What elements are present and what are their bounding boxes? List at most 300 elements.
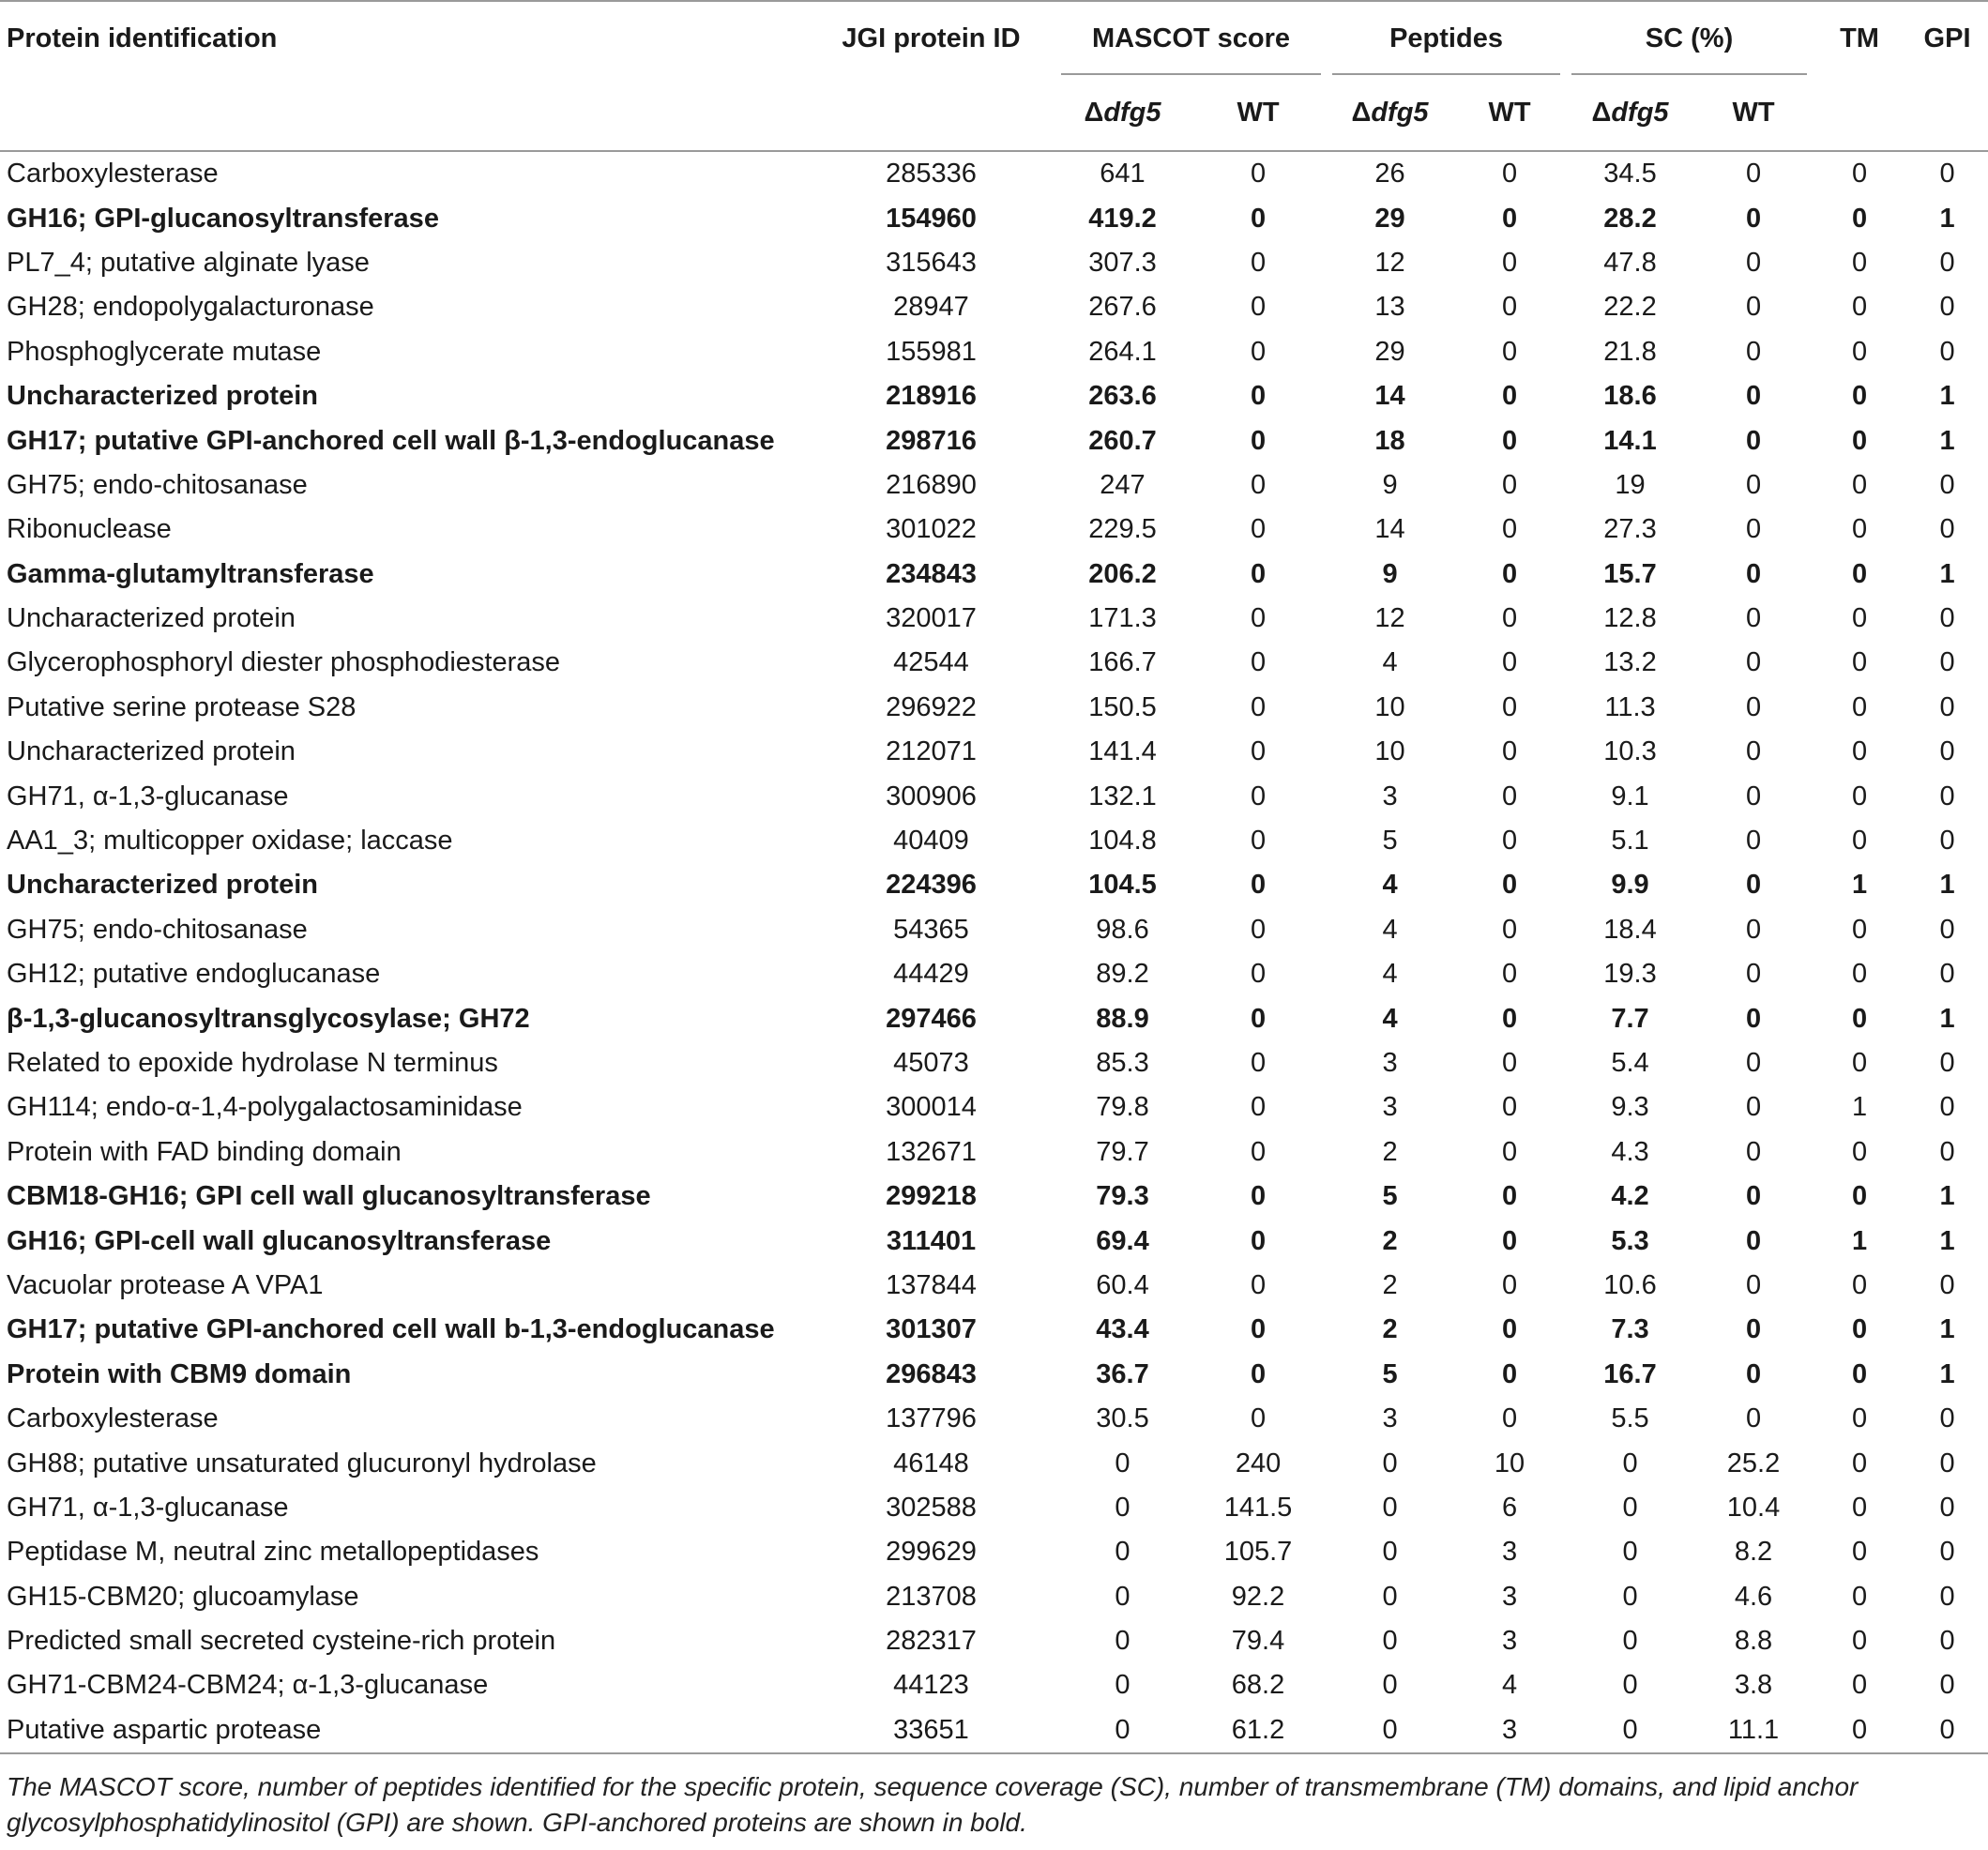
table-row xyxy=(0,774,1988,818)
protein-name-cell: Gamma-glutamyltransferase xyxy=(7,558,374,589)
subheader-sc-wt: WT xyxy=(1694,75,1813,151)
tm-cell: 0 xyxy=(1851,1537,1868,1568)
sc-mutant-cell: 27.3 xyxy=(1603,514,1657,545)
table-row xyxy=(0,418,1988,462)
tm-cell: 0 xyxy=(1851,1269,1868,1300)
peptides-wt-cell: 0 xyxy=(1501,914,1518,945)
peptides-wt-cell: 0 xyxy=(1501,1003,1518,1034)
gpi-cell: 0 xyxy=(1939,469,1955,500)
sc-wt-cell: 25.2 xyxy=(1726,1448,1781,1478)
tm-cell: 0 xyxy=(1851,914,1868,945)
peptides-wt-cell: 0 xyxy=(1501,469,1518,500)
peptides-mutant-cell: 0 xyxy=(1382,1626,1398,1657)
peptides-wt-cell: 0 xyxy=(1501,1403,1518,1434)
gpi-cell: 1 xyxy=(1939,1003,1955,1034)
mascot-mutant-cell: 247 xyxy=(1100,469,1146,500)
table-row xyxy=(0,996,1988,1040)
peptides-wt-cell: 0 xyxy=(1501,1136,1518,1167)
protein-name-cell: Uncharacterized protein xyxy=(7,870,318,901)
mascot-mutant-cell: 132.1 xyxy=(1088,781,1157,811)
mascot-mutant-cell: 0 xyxy=(1115,1537,1131,1568)
gpi-cell: 0 xyxy=(1939,1048,1955,1078)
protein-name-cell: GH71, α-1,3-glucanase xyxy=(7,781,289,811)
tm-cell: 0 xyxy=(1851,203,1868,234)
sc-mutant-cell: 0 xyxy=(1622,1537,1638,1568)
sc-wt-cell: 0 xyxy=(1745,1314,1762,1345)
jgi-id-cell: 297466 xyxy=(886,1003,977,1034)
peptides-mutant-cell: 5 xyxy=(1382,1358,1398,1389)
mascot-wt-cell: 240 xyxy=(1235,1448,1282,1478)
jgi-id-cell: 300906 xyxy=(886,781,977,811)
sc-mutant-cell: 14.1 xyxy=(1603,425,1657,456)
table-row xyxy=(0,241,1988,285)
sc-mutant-cell: 5.4 xyxy=(1611,1048,1649,1078)
tm-cell: 0 xyxy=(1851,1314,1868,1345)
jgi-id-cell: 320017 xyxy=(886,603,977,634)
mascot-wt-cell: 0 xyxy=(1250,603,1267,634)
sc-mutant-cell: 4.2 xyxy=(1611,1181,1649,1212)
protein-name-cell: GH16; GPI-cell wall glucanosyltransferase xyxy=(7,1225,552,1256)
gpi-cell: 0 xyxy=(1939,159,1955,190)
mascot-mutant-cell: 206.2 xyxy=(1088,558,1157,589)
tm-cell: 0 xyxy=(1851,1003,1868,1034)
jgi-id-cell: 218916 xyxy=(886,381,977,412)
sc-mutant-cell: 16.7 xyxy=(1603,1358,1657,1389)
protein-name-cell: GH71, α-1,3-glucanase xyxy=(7,1492,289,1523)
jgi-id-cell: 298716 xyxy=(886,425,977,456)
mascot-mutant-cell: 229.5 xyxy=(1088,514,1157,545)
peptides-wt-cell: 0 xyxy=(1501,691,1518,722)
jgi-id-cell: 54365 xyxy=(893,914,969,945)
mascot-mutant-cell: 263.6 xyxy=(1088,381,1157,412)
mascot-wt-cell: 0 xyxy=(1250,514,1267,545)
peptides-wt-cell: 0 xyxy=(1501,736,1518,767)
peptides-wt-cell: 0 xyxy=(1501,514,1518,545)
gpi-cell: 0 xyxy=(1939,1492,1955,1523)
table-row xyxy=(0,952,1988,996)
mascot-wt-cell: 0 xyxy=(1250,1003,1267,1034)
sc-wt-cell: 0 xyxy=(1745,514,1762,545)
mascot-mutant-cell: 43.4 xyxy=(1096,1314,1149,1345)
peptides-mutant-cell: 4 xyxy=(1382,870,1398,901)
peptides-wt-cell: 0 xyxy=(1501,336,1518,367)
mascot-wt-cell: 61.2 xyxy=(1190,1708,1327,1753)
gpi-cell: 0 xyxy=(1939,514,1955,545)
table-row xyxy=(0,1397,1988,1441)
peptides-mutant-cell: 0 xyxy=(1382,1670,1398,1701)
mascot-wt-cell: 0 xyxy=(1250,558,1267,589)
tm-cell: 0 xyxy=(1851,1670,1868,1701)
jgi-id-cell: 40409 xyxy=(893,826,969,857)
mascot-mutant-cell: 264.1 xyxy=(1088,336,1157,367)
mascot-wt-cell: 0 xyxy=(1250,1314,1267,1345)
gpi-cell: 1 xyxy=(1939,425,1955,456)
sc-mutant-cell: 10.3 xyxy=(1603,736,1657,767)
mascot-wt-cell: 0 xyxy=(1250,781,1267,811)
table-row xyxy=(0,1085,1988,1130)
sc-wt-cell: 0 xyxy=(1745,1003,1762,1034)
sc-wt-cell: 0 xyxy=(1745,1403,1762,1434)
gpi-cell: 0 xyxy=(1939,1403,1955,1434)
tm-cell: 0 xyxy=(1851,514,1868,545)
sc-wt-cell: 0 xyxy=(1745,1269,1762,1300)
jgi-id-cell: 301022 xyxy=(886,514,977,545)
sc-wt-cell: 11.1 xyxy=(1694,1708,1813,1753)
gpi-cell: 0 xyxy=(1939,691,1955,722)
sc-mutant-cell: 4.3 xyxy=(1611,1136,1649,1167)
sc-wt-cell: 0 xyxy=(1745,292,1762,323)
mascot-wt-cell: 0 xyxy=(1250,736,1267,767)
tm-cell: 0 xyxy=(1851,959,1868,990)
protein-name-cell: PL7_4; putative alginate lyase xyxy=(7,247,370,278)
tm-cell: 0 xyxy=(1851,292,1868,323)
table-row xyxy=(0,1619,1988,1663)
sc-wt-cell: 0 xyxy=(1745,558,1762,589)
tm-cell: 0 xyxy=(1851,1626,1868,1657)
sc-wt-cell: 0 xyxy=(1745,203,1762,234)
sc-mutant-cell: 13.2 xyxy=(1603,647,1657,678)
sc-mutant-cell: 47.8 xyxy=(1603,247,1657,278)
sc-wt-cell: 0 xyxy=(1745,159,1762,190)
peptides-wt-cell: 0 xyxy=(1501,959,1518,990)
sc-mutant-cell: 0 xyxy=(1622,1492,1638,1523)
peptides-wt-cell: 4 xyxy=(1501,1670,1518,1701)
protein-name-cell: GH17; putative GPI-anchored cell wall b-1,3-endoglucanase xyxy=(7,1314,775,1345)
mascot-mutant-cell: 69.4 xyxy=(1096,1225,1149,1256)
protein-name-cell: GH88; putative unsaturated glucuronyl hydrolase xyxy=(7,1448,597,1478)
mascot-mutant-cell: 0 xyxy=(1115,1670,1131,1701)
sc-wt-cell: 0 xyxy=(1745,247,1762,278)
mascot-wt-cell: 0 xyxy=(1250,1225,1267,1256)
tm-cell: 0 xyxy=(1813,1708,1906,1753)
peptides-mutant-cell: 4 xyxy=(1382,914,1398,945)
mascot-wt-cell: 141.5 xyxy=(1223,1492,1293,1523)
sc-mutant-cell: 0 xyxy=(1566,1708,1694,1753)
protein-name-cell: GH28; endopolygalacturonase xyxy=(7,292,374,323)
peptides-mutant-cell: 2 xyxy=(1382,1136,1398,1167)
mascot-wt-cell: 0 xyxy=(1250,959,1267,990)
peptides-wt-cell: 6 xyxy=(1501,1492,1518,1523)
sc-mutant-cell: 0 xyxy=(1622,1448,1638,1478)
jgi-id-cell: 301307 xyxy=(886,1314,977,1345)
sc-wt-cell: 0 xyxy=(1745,425,1762,456)
gpi-cell: 0 xyxy=(1939,1269,1955,1300)
mascot-mutant-cell: 307.3 xyxy=(1088,247,1157,278)
mascot-mutant-cell: 419.2 xyxy=(1088,203,1157,234)
sc-wt-cell: 0 xyxy=(1745,1136,1762,1167)
jgi-id-cell: 315643 xyxy=(886,247,977,278)
protein-name-cell: Related to epoxide hydrolase N terminus xyxy=(7,1048,498,1078)
mascot-mutant-cell: 0 xyxy=(1055,1708,1190,1753)
mascot-wt-cell: 92.2 xyxy=(1231,1581,1285,1612)
peptides-mutant-cell: 26 xyxy=(1374,159,1405,190)
jgi-id-cell: 224396 xyxy=(886,870,977,901)
peptides-mutant-cell: 2 xyxy=(1382,1225,1398,1256)
subheader-mascot-wt: WT xyxy=(1190,75,1327,151)
table-row xyxy=(0,151,1988,196)
peptides-mutant-cell: 5 xyxy=(1382,1181,1398,1212)
protein-name-cell: Putative aspartic protease xyxy=(0,1708,807,1753)
table-row xyxy=(0,730,1988,774)
mascot-wt-cell: 0 xyxy=(1250,469,1267,500)
protein-name-cell: β-1,3-glucanosyltransglycosylase; GH72 xyxy=(7,1003,530,1034)
peptides-mutant-cell: 3 xyxy=(1382,781,1398,811)
sc-wt-cell: 0 xyxy=(1745,1225,1762,1256)
mascot-wt-cell: 0 xyxy=(1250,1092,1267,1123)
sc-mutant-cell: 9.3 xyxy=(1611,1092,1649,1123)
mascot-wt-cell: 68.2 xyxy=(1231,1670,1285,1701)
peptides-mutant-cell: 18 xyxy=(1374,425,1405,456)
jgi-id-cell: 137796 xyxy=(886,1403,977,1434)
mascot-wt-cell: 0 xyxy=(1250,914,1267,945)
table-row xyxy=(0,1708,1988,1753)
peptides-mutant-cell: 9 xyxy=(1382,469,1398,500)
table-row xyxy=(0,1353,1988,1397)
mascot-mutant-cell: 104.8 xyxy=(1088,826,1157,857)
peptides-mutant-cell: 10 xyxy=(1374,691,1405,722)
gpi-cell: 0 xyxy=(1939,1136,1955,1167)
protein-name-cell: Carboxylesterase xyxy=(7,159,219,190)
mascot-mutant-cell: 150.5 xyxy=(1088,691,1157,722)
jgi-id-cell: 296843 xyxy=(886,1358,977,1389)
tm-cell: 0 xyxy=(1851,381,1868,412)
sc-mutant-cell: 22.2 xyxy=(1603,292,1657,323)
peptides-mutant-cell: 4 xyxy=(1382,1003,1398,1034)
peptides-wt-cell: 3 xyxy=(1453,1708,1566,1753)
protein-name-cell: Predicted small secreted cysteine-rich protein xyxy=(7,1626,556,1657)
sc-wt-cell: 0 xyxy=(1745,603,1762,634)
sc-wt-cell: 0 xyxy=(1745,1092,1762,1123)
mascot-wt-cell: 0 xyxy=(1250,1136,1267,1167)
tm-cell: 0 xyxy=(1851,425,1868,456)
protein-name-cell: GH71-CBM24-CBM24; α-1,3-glucanase xyxy=(7,1670,489,1701)
sc-wt-cell: 0 xyxy=(1745,1048,1762,1078)
table-row xyxy=(0,1308,1988,1352)
mascot-wt-cell: 0 xyxy=(1250,1358,1267,1389)
peptides-mutant-cell: 14 xyxy=(1374,381,1405,412)
header-jgi-protein-id: JGI protein ID xyxy=(807,1,1055,75)
jgi-id-cell: 296922 xyxy=(886,691,977,722)
gpi-cell: 0 xyxy=(1939,781,1955,811)
mascot-wt-cell: 0 xyxy=(1250,647,1267,678)
mascot-wt-cell: 0 xyxy=(1250,826,1267,857)
sc-wt-cell: 8.8 xyxy=(1734,1626,1773,1657)
peptides-wt-cell: 0 xyxy=(1501,826,1518,857)
mascot-mutant-cell: 0 xyxy=(1115,1581,1131,1612)
mascot-mutant-cell: 79.8 xyxy=(1096,1092,1149,1123)
sc-wt-cell: 0 xyxy=(1745,870,1762,901)
sc-wt-cell: 0 xyxy=(1745,781,1762,811)
table-row xyxy=(0,1575,1988,1619)
gpi-cell: 1 xyxy=(1939,381,1955,412)
gpi-cell: 1 xyxy=(1939,1225,1955,1256)
header-sc: SC (%) xyxy=(1566,1,1813,75)
tm-cell: 0 xyxy=(1851,1181,1868,1212)
tm-cell: 0 xyxy=(1851,558,1868,589)
sc-wt-cell: 10.4 xyxy=(1726,1492,1781,1523)
gpi-cell: 0 xyxy=(1939,647,1955,678)
jgi-id-cell: 299629 xyxy=(886,1537,977,1568)
header-tm: TM xyxy=(1813,1,1906,75)
mascot-mutant-cell: 88.9 xyxy=(1096,1003,1149,1034)
jgi-id-cell: 285336 xyxy=(886,159,977,190)
tm-cell: 0 xyxy=(1851,1448,1868,1478)
sc-mutant-cell: 5.3 xyxy=(1611,1225,1649,1256)
table-row xyxy=(0,1264,1988,1308)
peptides-mutant-cell: 3 xyxy=(1382,1092,1398,1123)
jgi-id-cell: 33651 xyxy=(807,1708,1055,1753)
tm-cell: 0 xyxy=(1851,603,1868,634)
peptides-mutant-cell: 3 xyxy=(1382,1403,1398,1434)
tm-cell: 0 xyxy=(1851,736,1868,767)
mascot-mutant-cell: 141.4 xyxy=(1088,736,1157,767)
sc-wt-cell: 3.8 xyxy=(1734,1670,1773,1701)
sc-mutant-cell: 34.5 xyxy=(1603,159,1657,190)
peptides-mutant-cell: 0 xyxy=(1382,1581,1398,1612)
table-row xyxy=(0,908,1988,952)
tm-cell: 1 xyxy=(1851,1092,1868,1123)
sc-wt-cell: 0 xyxy=(1745,959,1762,990)
peptides-wt-cell: 0 xyxy=(1501,1181,1518,1212)
tm-cell: 0 xyxy=(1851,159,1868,190)
gpi-cell: 0 xyxy=(1939,1670,1955,1701)
table-row xyxy=(0,1219,1988,1263)
sc-wt-cell: 0 xyxy=(1745,736,1762,767)
table-row xyxy=(0,1663,1988,1707)
peptides-wt-cell: 0 xyxy=(1501,603,1518,634)
sc-mutant-cell: 21.8 xyxy=(1603,336,1657,367)
peptides-mutant-cell: 12 xyxy=(1374,247,1405,278)
peptides-wt-cell: 3 xyxy=(1501,1537,1518,1568)
gpi-cell: 0 xyxy=(1939,1626,1955,1657)
sc-wt-cell: 0 xyxy=(1745,826,1762,857)
peptides-wt-cell: 0 xyxy=(1501,1225,1518,1256)
jgi-id-cell: 300014 xyxy=(886,1092,977,1123)
table-row xyxy=(0,686,1988,730)
mascot-mutant-cell: 0 xyxy=(1115,1492,1131,1523)
gpi-cell: 0 xyxy=(1939,1448,1955,1478)
tm-cell: 0 xyxy=(1851,691,1868,722)
protein-name-cell: Peptidase M, neutral zinc metallopeptidases xyxy=(7,1537,539,1568)
peptides-mutant-cell: 14 xyxy=(1374,514,1405,545)
tm-cell: 0 xyxy=(1851,247,1868,278)
sc-wt-cell: 0 xyxy=(1745,1358,1762,1389)
peptides-mutant-cell: 2 xyxy=(1382,1314,1398,1345)
peptides-wt-cell: 0 xyxy=(1501,1314,1518,1345)
mascot-wt-cell: 0 xyxy=(1250,691,1267,722)
jgi-id-cell: 212071 xyxy=(886,736,977,767)
protein-name-cell: GH15-CBM20; glucoamylase xyxy=(7,1581,359,1612)
mascot-wt-cell: 0 xyxy=(1250,159,1267,190)
tm-cell: 1 xyxy=(1851,870,1868,901)
mascot-mutant-cell: 0 xyxy=(1115,1626,1131,1657)
sc-mutant-cell: 0 xyxy=(1622,1670,1638,1701)
gpi-cell: 0 xyxy=(1939,603,1955,634)
sc-mutant-cell: 5.1 xyxy=(1611,826,1649,857)
gpi-cell: 0 xyxy=(1939,736,1955,767)
mascot-mutant-cell: 260.7 xyxy=(1088,425,1157,456)
sc-mutant-cell: 15.7 xyxy=(1603,558,1657,589)
mascot-wt-cell: 0 xyxy=(1250,1403,1267,1434)
table-footnote: The MASCOT score, number of peptides identified for the specific protein, sequence coverage (SC), number of transmembrane (TM) domains, and lipid anchor glycosylphosphatidylinositol (GPI) are shown. GPI-anchored proteins are shown in bold. xyxy=(7,1772,1859,1837)
sc-wt-cell: 0 xyxy=(1745,469,1762,500)
mascot-mutant-cell: 0 xyxy=(1115,1448,1131,1478)
table-row xyxy=(0,553,1988,597)
sc-wt-cell: 0 xyxy=(1745,691,1762,722)
sc-mutant-cell: 0 xyxy=(1622,1581,1638,1612)
mascot-mutant-cell: 60.4 xyxy=(1096,1269,1149,1300)
tm-cell: 0 xyxy=(1851,781,1868,811)
subheader-peptides-wt: WT xyxy=(1453,75,1566,151)
sc-wt-cell: 4.6 xyxy=(1734,1581,1773,1612)
gpi-cell: 0 xyxy=(1939,826,1955,857)
jgi-id-cell: 155981 xyxy=(886,336,977,367)
protein-name-cell: Protein with FAD binding domain xyxy=(7,1136,402,1167)
peptides-wt-cell: 0 xyxy=(1501,203,1518,234)
gpi-cell: 0 xyxy=(1939,959,1955,990)
sc-mutant-cell: 9.1 xyxy=(1611,781,1649,811)
mascot-wt-cell: 0 xyxy=(1250,425,1267,456)
protein-name-cell: Vacuolar protease A VPA1 xyxy=(7,1269,324,1300)
peptides-mutant-cell: 2 xyxy=(1382,1269,1398,1300)
peptides-wt-cell: 0 xyxy=(1501,1358,1518,1389)
mascot-mutant-cell: 79.3 xyxy=(1096,1181,1149,1212)
mascot-mutant-cell: 98.6 xyxy=(1096,914,1149,945)
mascot-mutant-cell: 30.5 xyxy=(1096,1403,1149,1434)
protein-name-cell: GH75; endo-chitosanase xyxy=(7,469,308,500)
peptides-wt-cell: 0 xyxy=(1501,425,1518,456)
protein-name-cell: Putative serine protease S28 xyxy=(7,691,357,722)
gpi-cell: 1 xyxy=(1939,558,1955,589)
protein-name-cell: Phosphoglycerate mutase xyxy=(7,336,322,367)
mascot-mutant-cell: 104.5 xyxy=(1088,870,1157,901)
jgi-id-cell: 44123 xyxy=(893,1670,969,1701)
peptides-mutant-cell: 0 xyxy=(1382,1448,1398,1478)
protein-name-cell: Uncharacterized protein xyxy=(7,736,296,767)
gpi-cell: 0 xyxy=(1939,292,1955,323)
sc-mutant-cell: 19 xyxy=(1615,469,1646,500)
mascot-wt-cell: 0 xyxy=(1250,1181,1267,1212)
tm-cell: 0 xyxy=(1851,1492,1868,1523)
sc-mutant-cell: 5.5 xyxy=(1611,1403,1649,1434)
protein-name-cell: Ribonuclease xyxy=(7,514,172,545)
peptides-wt-cell: 3 xyxy=(1501,1581,1518,1612)
table-body xyxy=(0,151,1988,1753)
sc-mutant-cell: 10.6 xyxy=(1603,1269,1657,1300)
gpi-cell: 1 xyxy=(1939,203,1955,234)
protein-name-cell: GH16; GPI-glucanosyltransferase xyxy=(7,203,439,234)
mascot-wt-cell: 0 xyxy=(1250,870,1267,901)
jgi-id-cell: 213708 xyxy=(886,1581,977,1612)
table-row xyxy=(0,374,1988,418)
peptides-mutant-cell: 29 xyxy=(1374,203,1405,234)
peptides-mutant-cell: 5 xyxy=(1382,826,1398,857)
header-mascot-score: MASCOT score xyxy=(1055,1,1327,75)
jgi-id-cell: 311401 xyxy=(886,1225,977,1256)
table-row xyxy=(0,1175,1988,1219)
jgi-id-cell: 234843 xyxy=(886,558,977,589)
protein-name-cell: Uncharacterized protein xyxy=(7,381,318,412)
tm-cell: 0 xyxy=(1851,647,1868,678)
gpi-cell: 0 xyxy=(1939,1092,1955,1123)
sc-mutant-cell: 7.7 xyxy=(1611,1003,1649,1034)
tm-cell: 0 xyxy=(1851,1403,1868,1434)
protein-name-cell: Protein with CBM9 domain xyxy=(7,1358,352,1389)
sc-mutant-cell: 0 xyxy=(1622,1626,1638,1657)
mascot-mutant-cell: 641 xyxy=(1100,159,1146,190)
peptides-wt-cell: 0 xyxy=(1501,159,1518,190)
header-peptides: Peptides xyxy=(1327,1,1566,75)
